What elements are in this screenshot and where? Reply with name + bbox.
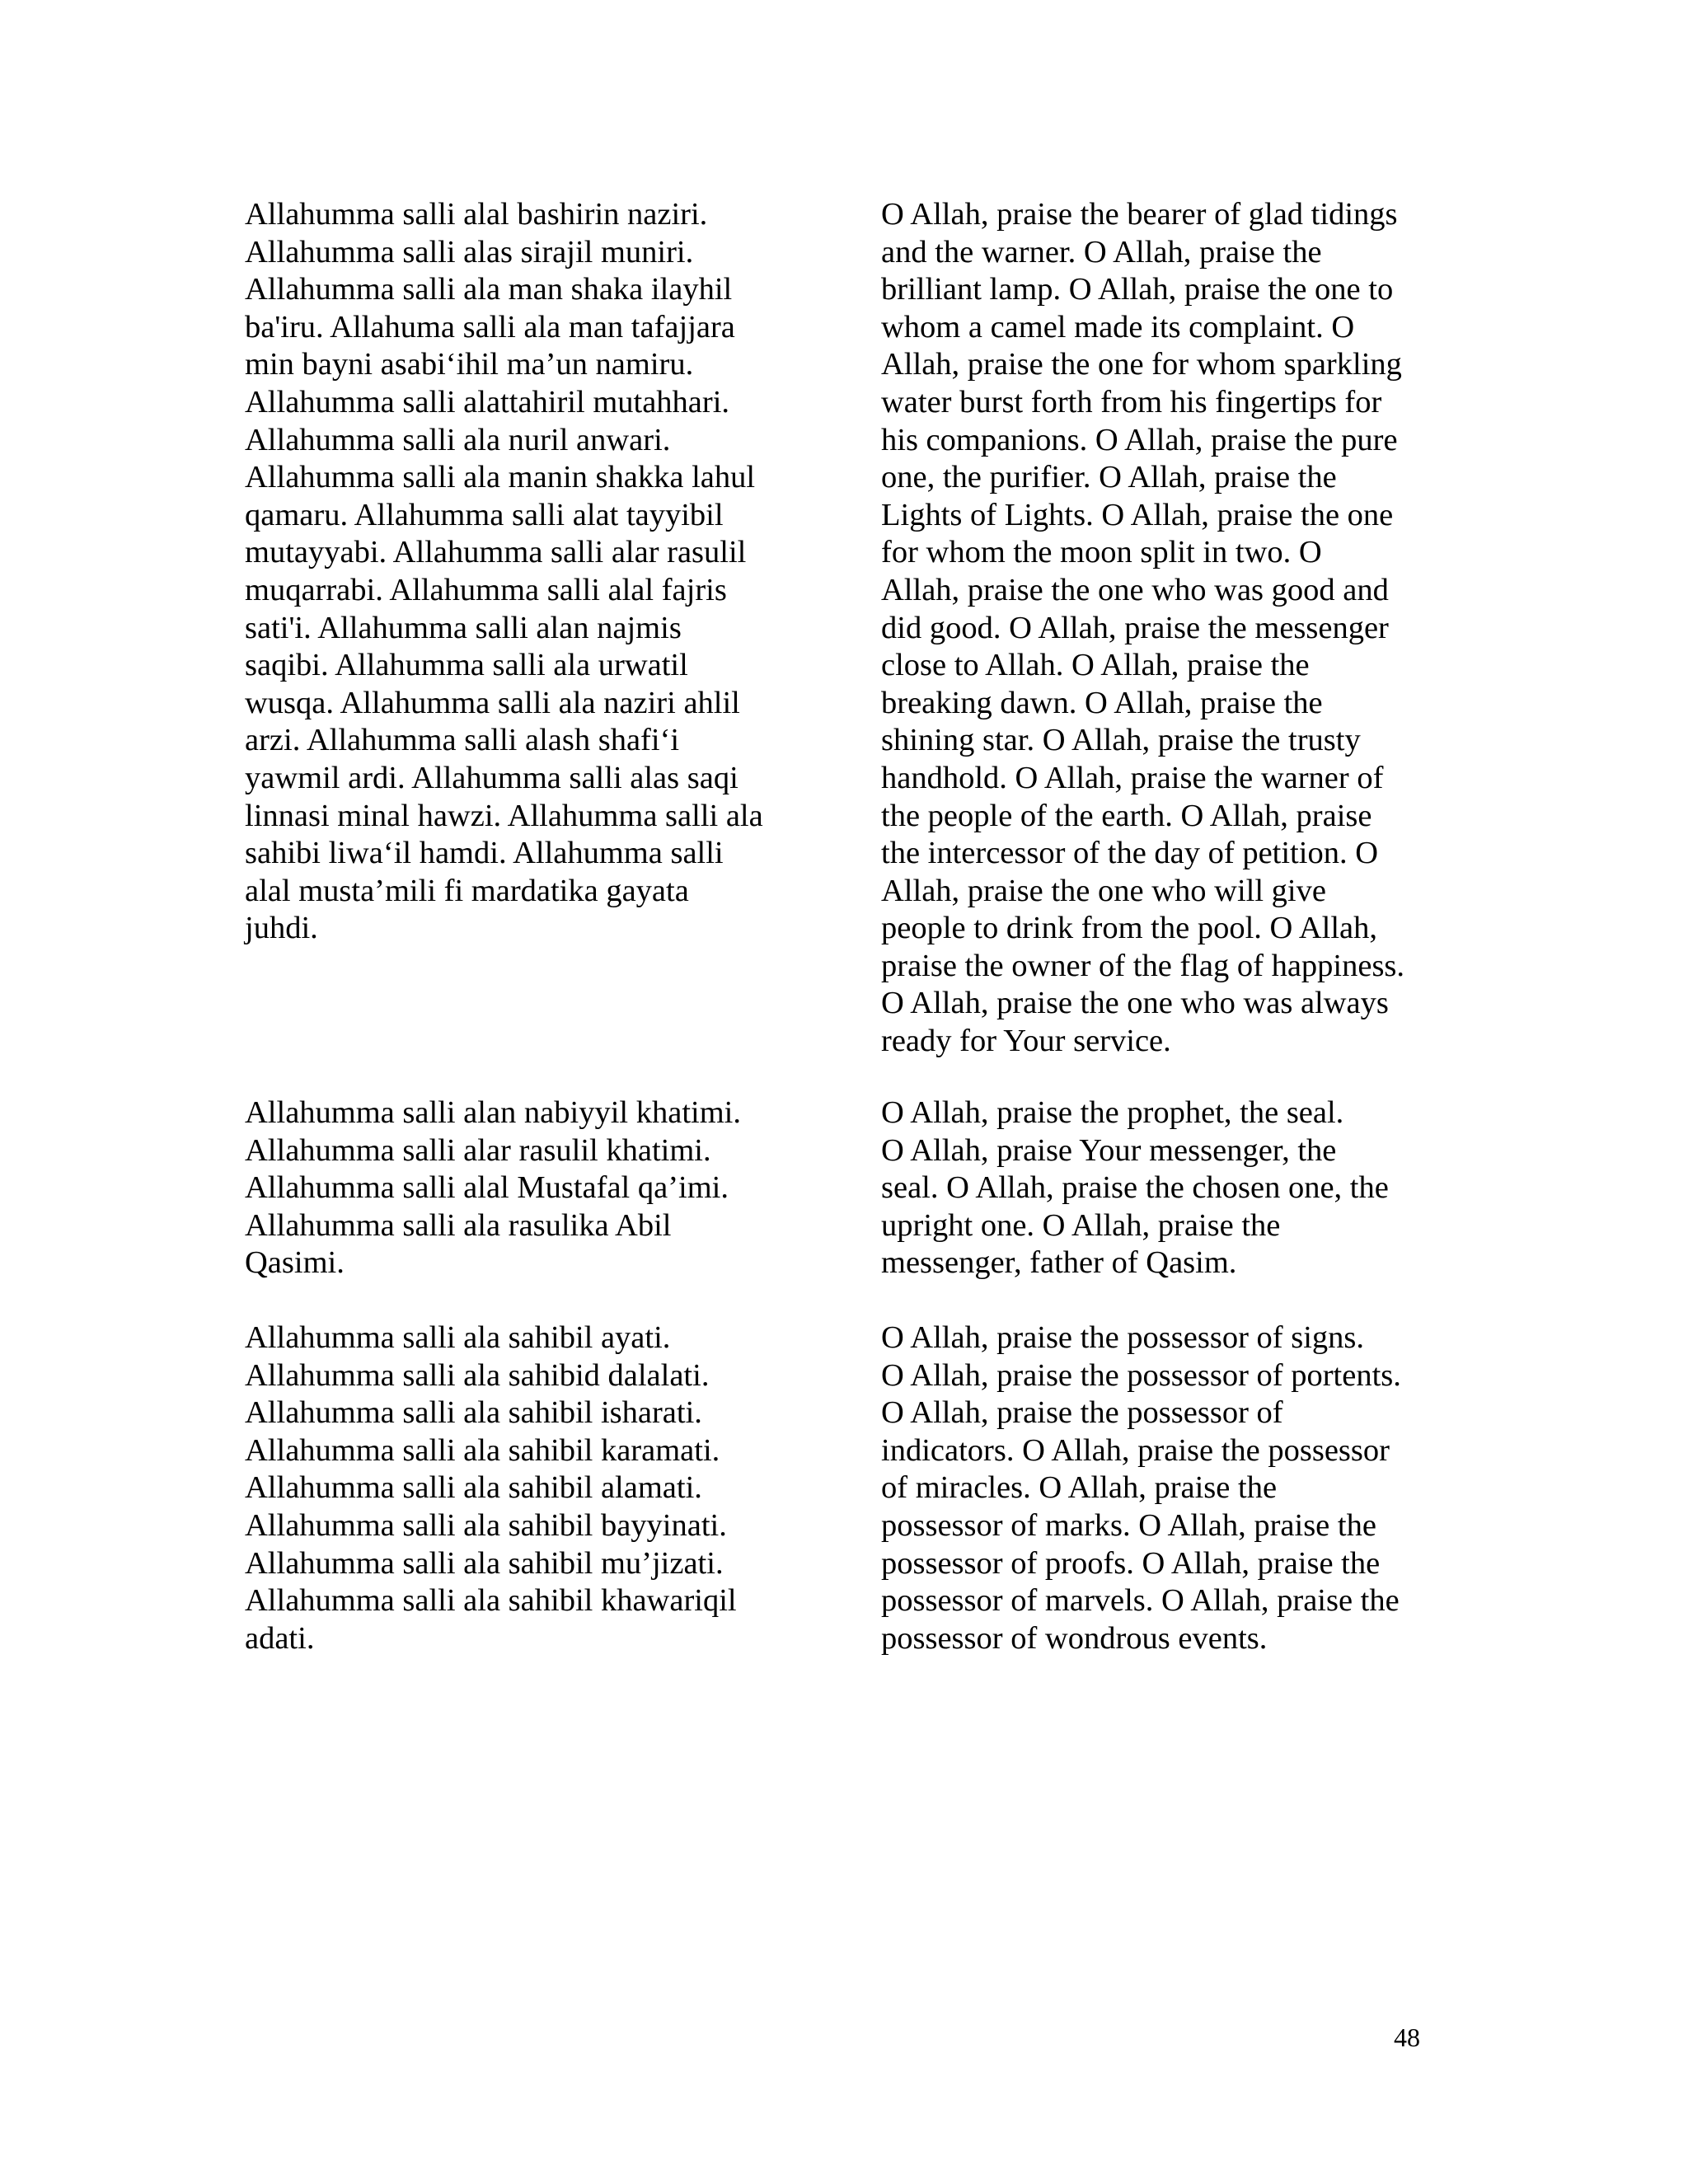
translation-block-3 [881,1319,1401,1657]
text-line: Allahumma salli ala man shaka ilayhil [245,272,733,307]
text-line: O Allah, praise the prophet, the seal. [881,1095,1344,1130]
text-line: Lights of Lights. O Allah, praise the one [881,497,1394,532]
text-line: Allahumma salli ala sahibil alamati. [245,1470,702,1506]
text-line: Allahumma salli ala sahibil ayati. [245,1320,671,1355]
text-line: sahibi liwa‘il hamdi. Allahumma salli [245,836,724,871]
text-line: one, the purifier. O Allah, praise the [881,460,1337,495]
text-line: the people of the earth. O Allah, praise [881,798,1372,833]
text-line: Allahumma salli alan nabiyyil khatimi. [245,1095,741,1130]
text-line: ready for Your service. [881,1024,1171,1059]
text-line: Allahumma salli ala manin shakka lahul [245,460,756,495]
text-line: Allahumma salli alar rasulil khatimi. [245,1132,711,1168]
text-line: did good. O Allah, praise the messenger [881,610,1389,645]
text-line: his companions. O Allah, praise the pure [881,422,1398,457]
text-line: juhdi. [245,911,318,946]
text-line: possessor of marks. O Allah, praise the [881,1507,1376,1543]
text-line: O Allah, praise the possessor of signs. [881,1320,1364,1355]
text-line: Allah, praise the one who was good and [881,572,1389,607]
text-line: sati'i. Allahumma salli alan najmis [245,610,682,645]
text-line: seal. O Allah, praise the chosen one, the [881,1170,1389,1206]
text-line: O Allah, praise the one who was always [881,986,1389,1021]
text-line: upright one. O Allah, praise the [881,1207,1281,1243]
text-line: adati. [245,1620,315,1656]
translation-block-1 [881,196,1404,1061]
text-line: O Allah, praise the bearer of glad tidings [881,197,1398,232]
text-line: for whom the moon split in two. O [881,535,1322,570]
text-line: shining star. O Allah, praise the trusty [881,723,1361,758]
text-line: Allahumma salli ala sahibid dalalati. [245,1357,710,1393]
text-line: mutayyabi. Allahumma salli alar rasulil [245,535,747,570]
text-line: whom a camel made its complaint. O [881,309,1355,344]
text-line: and the warner. O Allah, praise the [881,234,1322,269]
text-line: Allahumma salli alattahiril mutahhari. [245,384,730,419]
text-line: of miracles. O Allah, praise the [881,1470,1278,1506]
text-line: O Allah, praise Your messenger, the [881,1132,1337,1168]
text-line: the intercessor of the day of petition. O [881,836,1378,871]
text-line: qamaru. Allahumma salli alat tayyibil [245,497,724,532]
text-line: O Allah, praise the possessor of [881,1395,1283,1431]
text-line: brilliant lamp. O Allah, praise the one to [881,272,1394,307]
text-line: Allahumma salli ala nuril anwari. [245,422,671,457]
text-line: Allahumma salli alal bashirin naziri. [245,197,708,232]
text-line: Allahumma salli ala rasulika Abil [245,1207,672,1243]
text-line: muqarrabi. Allahumma salli alal fajris [245,572,727,607]
text-line: wusqa. Allahumma salli ala naziri ahlil [245,685,740,720]
text-line: praise the owner of the flag of happiness. [881,948,1405,983]
transliteration-block-3 [245,1319,737,1657]
transliteration-block-2 [245,1094,741,1282]
text-line: min bayni asabi‘ihil ma’un namiru. [245,347,694,382]
text-line: possessor of proofs. O Allah, praise the [881,1545,1381,1581]
text-line: Allahumma salli alal Mustafal qa’imi. [245,1170,729,1206]
page-number: 48 [1394,2022,1420,2052]
text-line: breaking dawn. O Allah, praise the [881,685,1323,720]
text-line: indicators. O Allah, praise the possessor [881,1432,1390,1468]
text-line: possessor of marvels. O Allah, praise the [881,1583,1400,1619]
text-line: Allahumma salli ala sahibil khawariqil [245,1583,737,1619]
text-line: Allah, praise the one for whom sparkling [881,347,1402,382]
text-line: Allahumma salli alas sirajil muniri. [245,234,694,269]
text-line: Allahumma salli ala sahibil mu’jizati. [245,1545,724,1581]
text-line: close to Allah. O Allah, praise the [881,648,1310,683]
text-line: Allah, praise the one who will give [881,873,1326,908]
translation-block-2 [881,1094,1389,1282]
transliteration-block-1 [245,196,763,948]
text-line: linnasi minal hawzi. Allahumma salli ala [245,798,763,833]
text-line: possessor of wondrous events. [881,1620,1268,1656]
text-line: yawmil ardi. Allahumma salli alas saqi [245,760,738,795]
text-line: ba'iru. Allahuma salli ala man tafajjara [245,309,735,344]
text-line: messenger, father of Qasim. [881,1245,1237,1281]
text-line: people to drink from the pool. O Allah, [881,911,1377,946]
text-line: Allahumma salli ala sahibil karamati. [245,1432,720,1468]
text-line: O Allah, praise the possessor of portents. [881,1357,1401,1393]
text-line: arzi. Allahumma salli alash shafi‘i [245,723,680,758]
text-line: saqibi. Allahumma salli ala urwatil [245,648,688,683]
text-line: Allahumma salli ala sahibil bayyinati. [245,1507,727,1543]
text-line: handhold. O Allah, praise the warner of [881,760,1384,795]
text-line: alal musta’mili fi mardatika gayata [245,873,689,908]
text-line: water burst forth from his fingertips for [881,384,1382,419]
text-line: Allahumma salli ala sahibil isharati. [245,1395,702,1431]
text-line: Qasimi. [245,1245,345,1281]
